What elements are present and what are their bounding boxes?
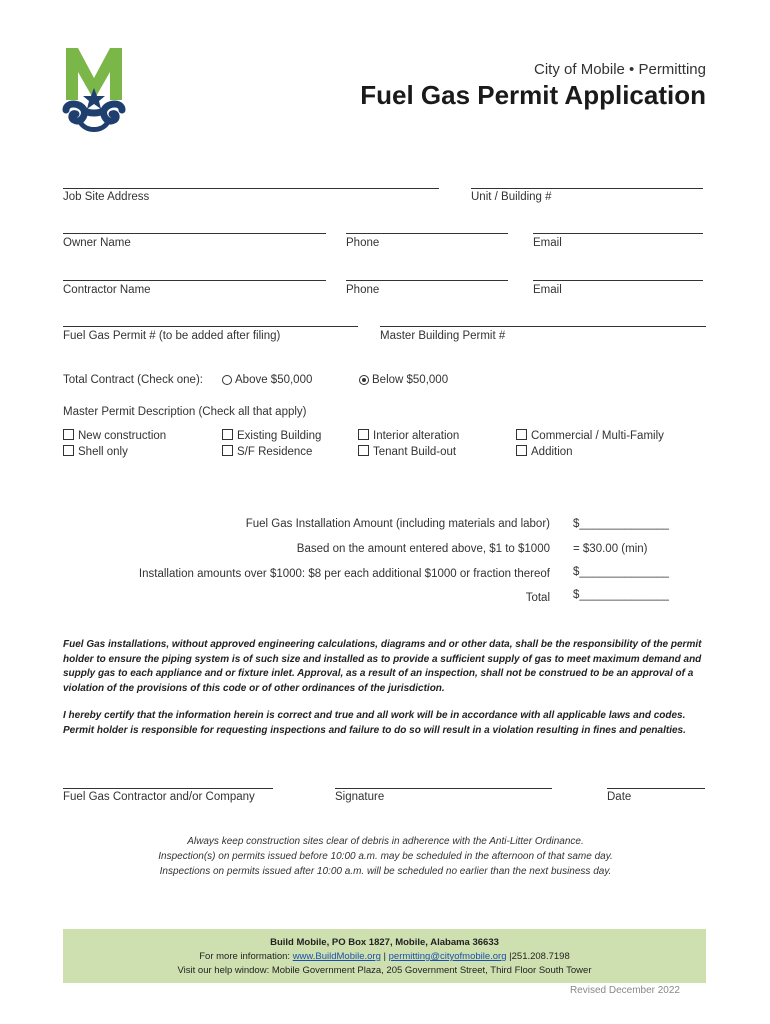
- job-site-label: Job Site Address: [63, 191, 150, 203]
- contractor-signature-line[interactable]: [63, 788, 273, 789]
- footer-info-prefix: For more information:: [199, 951, 293, 962]
- footer-phone: |251.208.7198: [506, 951, 570, 962]
- fee-value-additional[interactable]: $______________: [573, 566, 669, 578]
- date-label: Date: [607, 791, 632, 803]
- website-link[interactable]: www.BuildMobile.org: [292, 951, 381, 962]
- revised-date: Revised December 2022: [569, 985, 680, 996]
- checkbox-new-construction[interactable]: [63, 429, 166, 442]
- checkbox-addition[interactable]: [516, 445, 573, 458]
- checkbox-shell-only[interactable]: [63, 445, 128, 458]
- checkbox-icon[interactable]: [358, 429, 369, 440]
- signature-label: Signature: [335, 791, 385, 803]
- checkbox-icon[interactable]: [516, 445, 527, 456]
- contractor-email-line[interactable]: [533, 280, 703, 281]
- total-contract-label: Total Contract (Check one):: [63, 374, 203, 386]
- notice-after-10: Inspections on permits issued after 10:00 a.m. will be scheduled no earlier than the next business day.: [159, 866, 612, 877]
- notice-before-10: Inspection(s) on permits issued before 10:00 a.m. may be scheduled in the afternoon of that same day.: [158, 851, 613, 862]
- checkbox-icon[interactable]: [358, 445, 369, 456]
- checkbox-commercial[interactable]: [516, 429, 664, 442]
- fuel-permit-line[interactable]: [63, 326, 358, 327]
- certification-paragraph: I hereby certify that the information herein is correct and true and all work will be in accordance with all applicable laws and codes. Permit holder is responsible for requesting inspections and failure to do so will result in a violation resulting in fines and penalties.: [63, 710, 686, 736]
- fee-label-base: Based on the amount entered above, $1 to $1000: [296, 543, 550, 555]
- below-radio-icon[interactable]: [359, 375, 369, 385]
- notice-litter: Always keep construction sites clear of debris in adherence with the Anti-Litter Ordinance.: [187, 836, 584, 847]
- option-label: Commercial / Multi-Family: [531, 430, 664, 442]
- checkbox-icon[interactable]: [63, 445, 74, 456]
- footer-separator: |: [380, 951, 389, 962]
- footer-help: Visit our help window: Mobile Government Plaza, 205 Government Street, Third Floor South Tower: [177, 965, 592, 976]
- option-label: S/F Residence: [237, 446, 313, 458]
- checkbox-icon[interactable]: [222, 429, 233, 440]
- fee-value-total[interactable]: $______________: [573, 589, 669, 601]
- owner-email-label: Email: [533, 237, 562, 249]
- checkbox-interior-alteration[interactable]: [358, 429, 459, 442]
- option-label: Interior alteration: [373, 430, 460, 442]
- checkbox-existing-building[interactable]: [222, 429, 321, 442]
- contractor-email-label: Email: [533, 284, 562, 296]
- responsibility-paragraph: Fuel Gas installations, without approved engineering calculations, diagrams and or other data, shall be the responsibility of the permit holder to ensure the piping system is of such size and installed as to provide a sufficient supply of gas to meet maximum demand and supply gas to each appliance and or fixture inlet. Approval, as a result of an inspection, shall not be construed to be an approval of a violation of the provisions of this code or of other ordinances of the jurisdiction.: [63, 639, 702, 694]
- contractor-phone-label: Phone: [346, 284, 380, 296]
- email-link[interactable]: permitting@cityofmobile.org: [388, 951, 507, 962]
- option-label: Existing Building: [237, 430, 322, 442]
- description-label: Master Permit Description (Check all that apply): [63, 406, 307, 418]
- footer-box: [63, 929, 706, 983]
- fee-label-total: Total: [525, 592, 550, 604]
- checkbox-tenant-build-out[interactable]: [358, 445, 456, 458]
- checkbox-sf-residence[interactable]: [222, 445, 312, 458]
- owner-phone-line[interactable]: [346, 233, 508, 234]
- owner-name-line[interactable]: [63, 233, 326, 234]
- checkbox-icon[interactable]: [516, 429, 527, 440]
- checkbox-icon[interactable]: [222, 445, 233, 456]
- fee-label-installation: Fuel Gas Installation Amount (including materials and labor): [245, 518, 550, 530]
- fee-value-installation[interactable]: $______________: [573, 518, 669, 530]
- fuel-permit-label: Fuel Gas Permit # (to be added after filing): [63, 330, 281, 342]
- footer-address: Build Mobile, PO Box 1827, Mobile, Alabama 36633: [270, 937, 499, 948]
- above-label: Above $50,000: [235, 374, 313, 386]
- option-label: New construction: [78, 430, 167, 442]
- owner-phone-label: Phone: [346, 237, 380, 249]
- header-subtitle: City of Mobile • Permitting: [534, 61, 706, 78]
- owner-email-line[interactable]: [533, 233, 703, 234]
- unit-label: Unit / Building #: [471, 191, 552, 203]
- contractor-phone-line[interactable]: [346, 280, 508, 281]
- contractor-name-label: Contractor Name: [63, 284, 151, 296]
- fee-value-base: = $30.00 (min): [573, 543, 648, 555]
- city-of-mobile-logo: [62, 44, 126, 136]
- master-permit-label: Master Building Permit #: [380, 330, 506, 342]
- option-label: Shell only: [78, 446, 128, 458]
- job-site-line[interactable]: [63, 188, 439, 189]
- above-50000-option[interactable]: [222, 374, 312, 386]
- unit-line[interactable]: [471, 188, 703, 189]
- above-radio-icon[interactable]: [222, 375, 232, 385]
- below-label: Below $50,000: [372, 374, 449, 386]
- option-label: Tenant Build-out: [373, 446, 457, 458]
- checkbox-icon[interactable]: [63, 429, 74, 440]
- owner-name-label: Owner Name: [63, 237, 131, 249]
- option-label: Addition: [531, 446, 573, 458]
- master-permit-line[interactable]: [380, 326, 706, 327]
- date-line[interactable]: [607, 788, 705, 789]
- contractor-company-label: Fuel Gas Contractor and/or Company: [63, 791, 255, 803]
- footer-info-line: [63, 950, 706, 964]
- below-50000-option[interactable]: [359, 374, 448, 386]
- page-title: Fuel Gas Permit Application: [360, 80, 706, 110]
- signature-line[interactable]: [335, 788, 552, 789]
- contractor-name-line[interactable]: [63, 280, 326, 281]
- fee-label-additional: Installation amounts over $1000: $8 per each additional $1000 or fraction thereof: [138, 568, 550, 580]
